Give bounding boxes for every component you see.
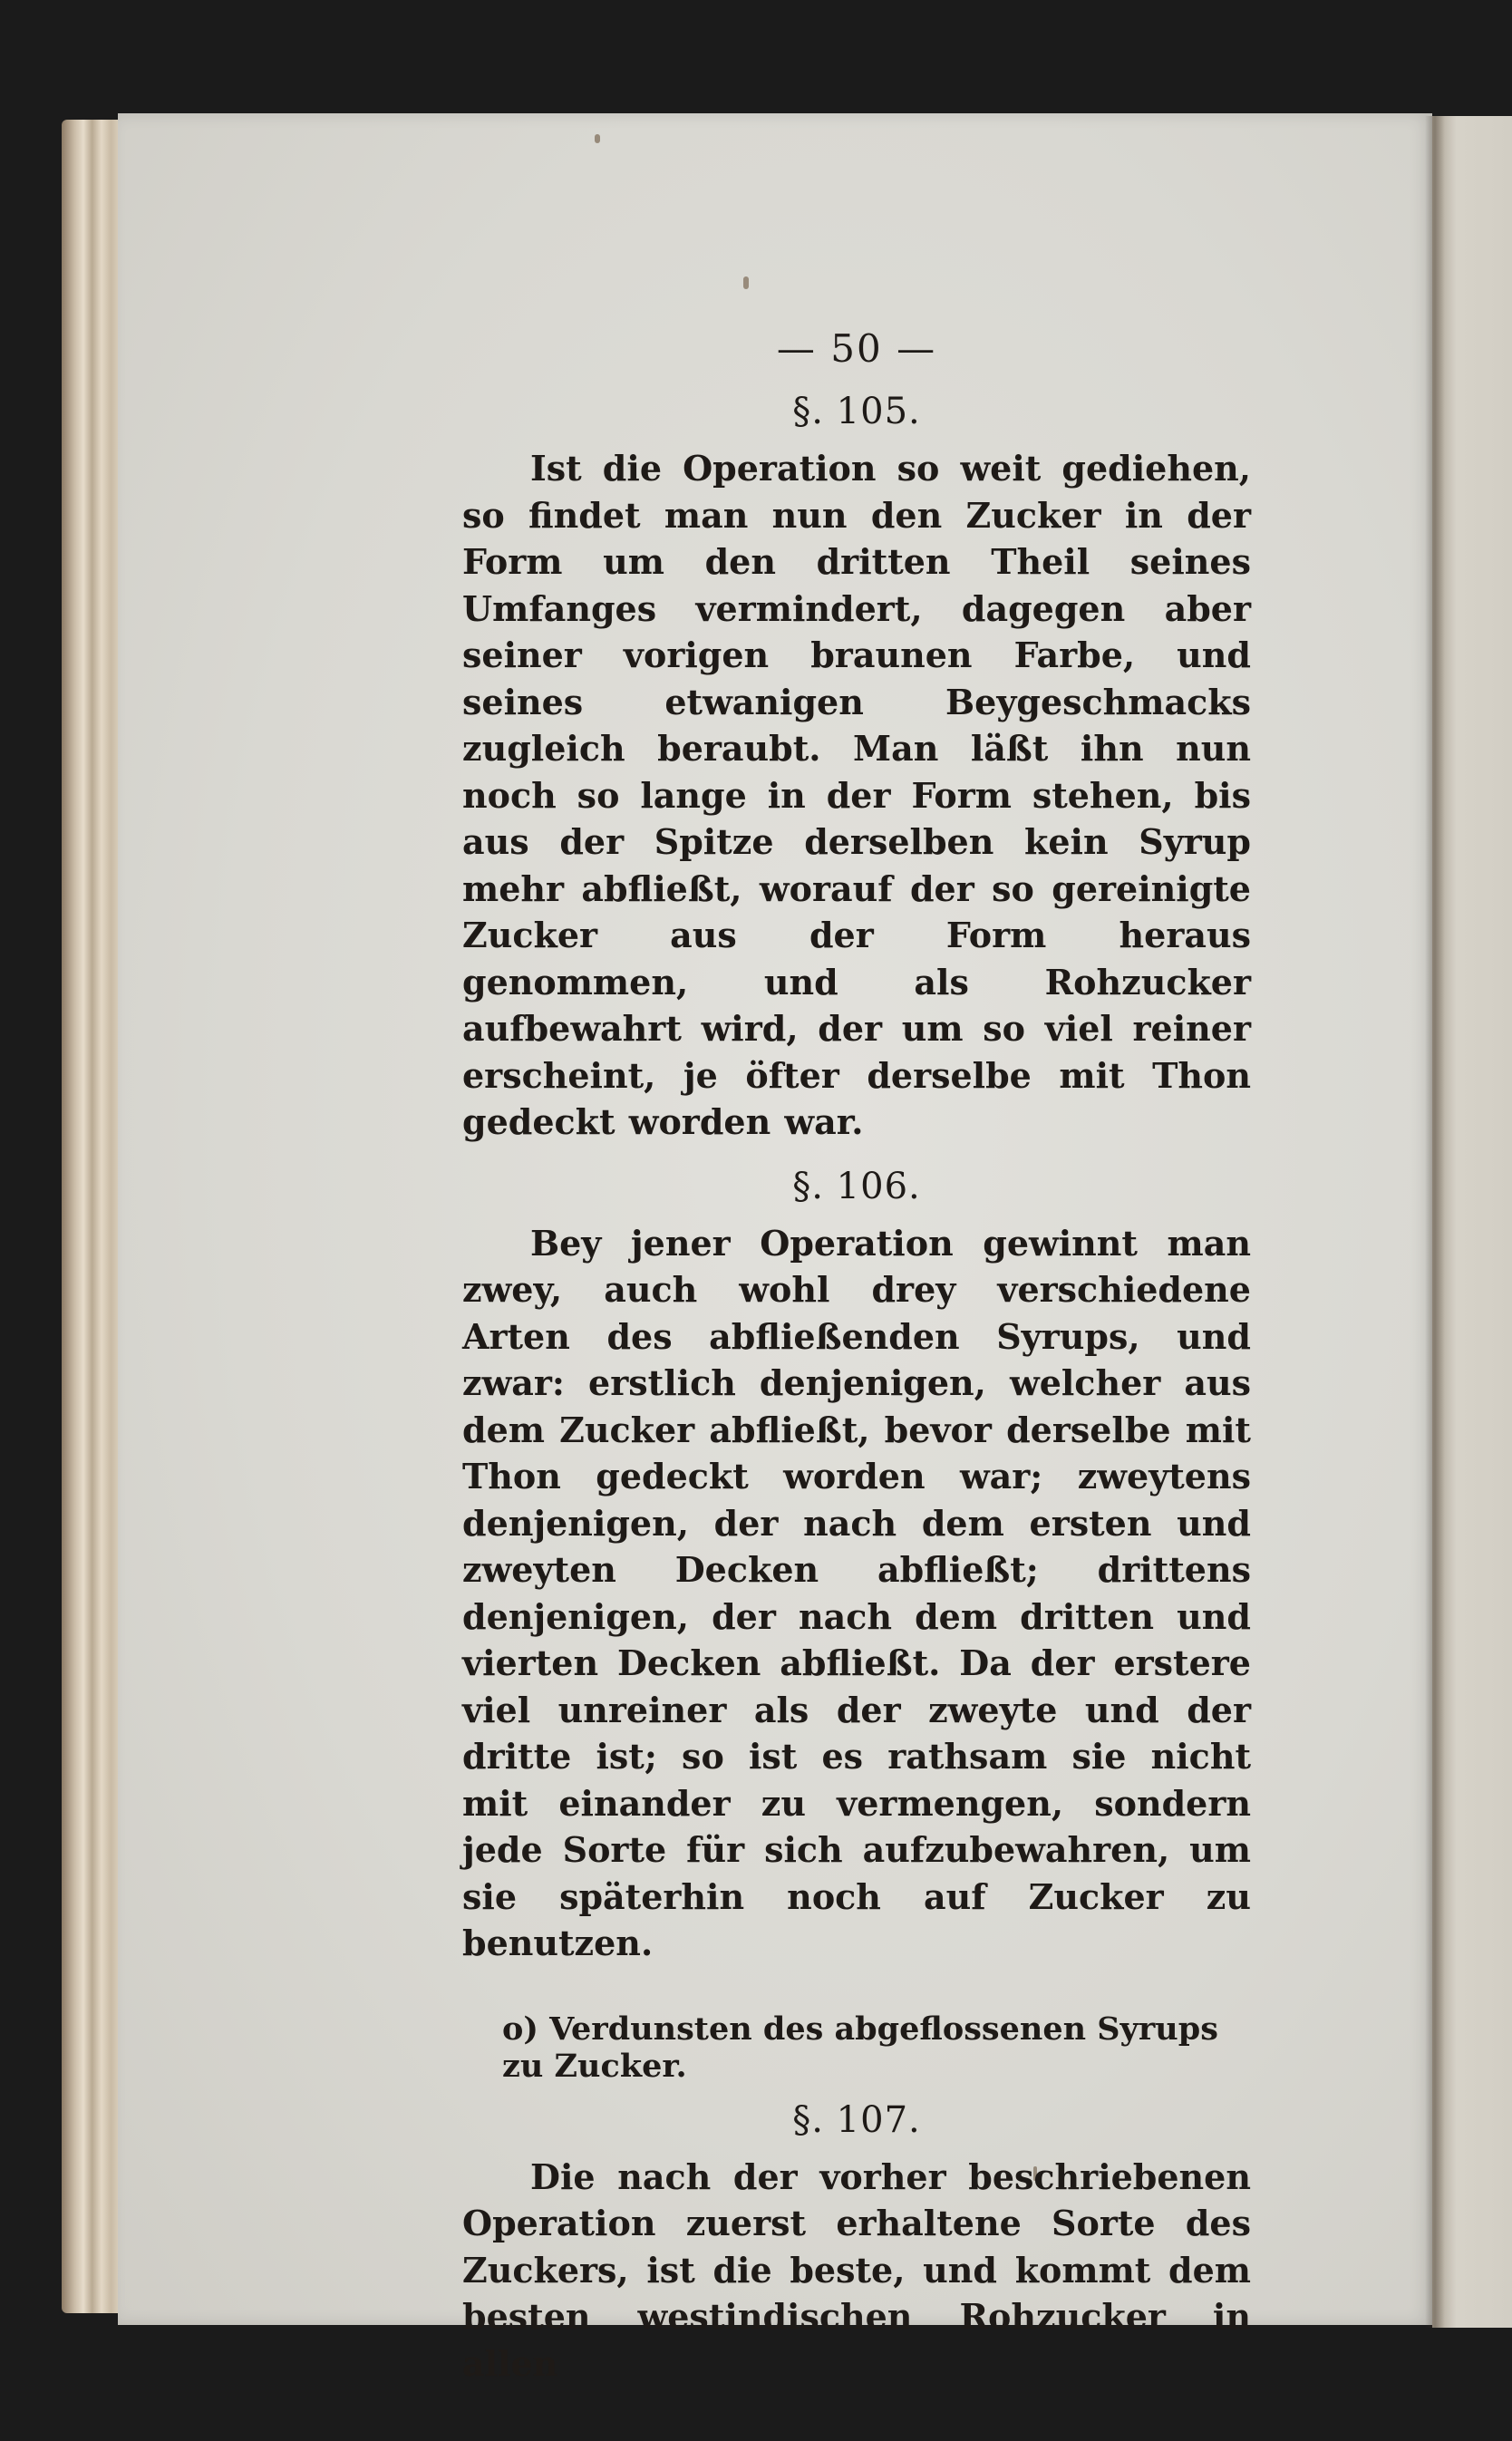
subheading-verdunsten: o) Verdunsten des abgeflossenen Syrups zu Zucker. bbox=[502, 2010, 1218, 2085]
section-heading-107: §. 107. bbox=[792, 2098, 921, 2141]
section-heading-105: §. 105. bbox=[792, 391, 921, 432]
paper-spot bbox=[595, 134, 600, 143]
section-heading-106: §. 106. bbox=[792, 1165, 921, 1207]
paragraph-107: Die nach der vorher beschriebenen Operation zuerst erhaltene Sorte des Zuckers, ist die beste, und kommt dem besten westindischen Rohzucker in allen bbox=[462, 2155, 1251, 2384]
page-number: — 50 — bbox=[776, 326, 937, 371]
paragraph-105: Ist die Operation so weit gediehen, so findet man nun den Zucker in der Form um den dritten Theil seines Umfanges vermindert, dagegen aber seiner vorigen braunen Farbe, und seines etwanigen Beygeschmacks zugleich beraubt. Man läßt ihn nun noch so lange in der Form stehen, bis aus der Spitze derselben kein Syrup mehr abfließt, worauf der so gereinigte Zucker aus der Form heraus genommen, und als Rohzucker aufbewahrt wird, der um so viel reiner erscheint, je öfter derselbe mit Thon gedeckt worden war. bbox=[462, 448, 1251, 1142]
paragraph-106: Bey jener Operation gewinnt man zwey, auch wohl drey verschiedene Arten des abfließenden Syrups, und zwar: erstlich denjenigen, welcher aus dem Zucker abfließt, bevor derselbe mit Thon gedeckt worden war; zweytens denjenigen, der nach dem ersten und zweyten Decken abfließt; drittens denjenigen, der nach dem dritten und vierten Decken abfließt. Da der erstere viel unreiner als der zweyte und der dritte ist; so ist es rathsam sie nicht mit einander zu vermengen, sondern jede Sorte für sich aufzubewahren, um sie späterhin noch auf Zucker zu benutzen. bbox=[462, 1222, 1251, 1963]
paper-spot bbox=[743, 276, 749, 289]
book-gutter bbox=[1425, 116, 1445, 2328]
page-text-block bbox=[462, 326, 1251, 2387]
